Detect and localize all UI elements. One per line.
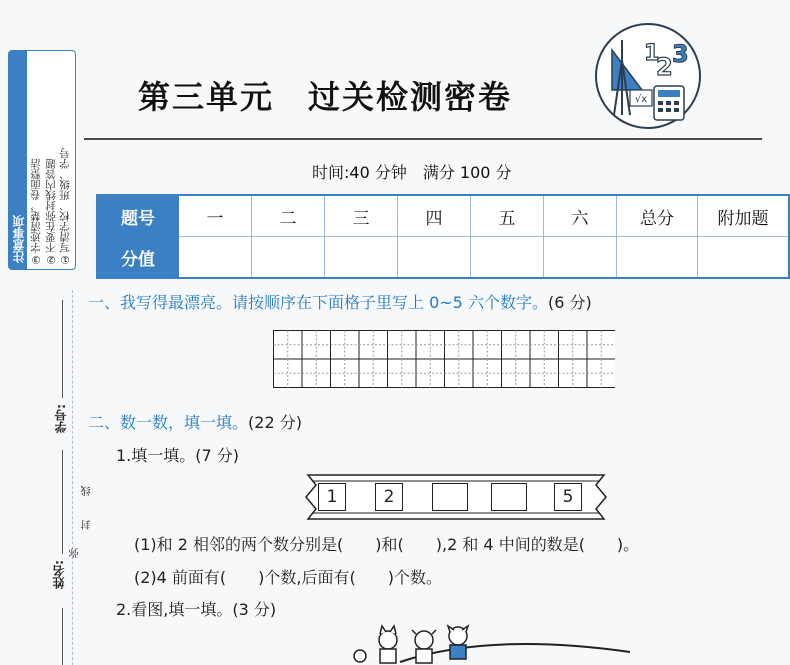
student-id-label: 学号: [54, 404, 68, 433]
bird-icon [354, 650, 366, 662]
column-header: 二 [252, 195, 325, 237]
number-blank[interactable] [491, 483, 527, 511]
animals-illustration [340, 622, 630, 665]
notes-box [8, 50, 76, 270]
student-id-underline[interactable] [62, 300, 63, 398]
section-1-points: (6 分) [547, 293, 592, 312]
svg-text:√x: √x [634, 94, 648, 105]
section-2-title: 二、数一数，填一填。 [88, 413, 249, 432]
dog-icon [448, 626, 468, 659]
number-box: 2 [375, 483, 403, 511]
note-item: ②不要在弥封线内答题 [44, 158, 57, 265]
name-underline-lower [62, 608, 63, 665]
exam-duration: 时间:40 分钟 满分 100 分 [312, 163, 512, 182]
name-underline[interactable] [62, 450, 63, 554]
note-item: ①写清学校、班级、学号 [59, 148, 72, 265]
column-header: 附加题 [698, 195, 790, 237]
column-header: 五 [471, 195, 544, 237]
table-head-cell: 题号 [97, 195, 179, 237]
column-header: 六 [544, 195, 617, 237]
writing-grid[interactable] [273, 330, 615, 388]
logo-digit: 2 [656, 53, 673, 81]
table-row [97, 237, 789, 279]
column-header: 一 [179, 195, 252, 237]
number-box: 1 [318, 483, 346, 511]
question-1-sub-1: (1)和 2 相邻的两个数分别是( )和( ),2 和 4 中间的数是( )。 [134, 535, 640, 554]
math-tools-logo [592, 20, 704, 132]
table-row [97, 195, 789, 237]
page-title: 第三单元 过关检测密卷 [138, 78, 513, 116]
score-cell[interactable] [617, 237, 698, 279]
question-1-sub-2: (2)4 前面有( )个数,后面有( )个数。 [134, 568, 442, 587]
question-2-label: 2.看图,填一填。(3 分) [116, 600, 277, 619]
score-cell[interactable] [252, 237, 325, 279]
number-blank[interactable] [432, 483, 468, 511]
notes-title: 注意事项 [9, 51, 27, 269]
score-cell[interactable] [544, 237, 617, 279]
seal-char: 弥 [70, 548, 81, 558]
binding-dashed-line [72, 290, 73, 665]
header-rule [84, 138, 762, 140]
section-2-points: (22 分) [248, 413, 302, 432]
score-cell[interactable] [179, 237, 252, 279]
cat-icon [379, 626, 397, 663]
score-cell[interactable] [698, 237, 790, 279]
binding-strip [0, 0, 93, 665]
number-box: 5 [554, 483, 582, 511]
score-table [96, 194, 790, 279]
score-cell[interactable] [325, 237, 398, 279]
section-1-heading [88, 290, 592, 313]
logo-digit: 1 [644, 41, 660, 66]
table-head-cell: 分值 [97, 237, 179, 279]
seal-char: 封 [82, 520, 93, 530]
cow-icon [412, 630, 436, 663]
column-header: 总分 [617, 195, 698, 237]
question-1-label: 1.填一填。(7 分) [116, 446, 240, 465]
score-cell[interactable] [398, 237, 471, 279]
section-2-heading [88, 410, 302, 433]
seal-char: 线 [82, 486, 93, 496]
column-header: 四 [398, 195, 471, 237]
notes-list [29, 55, 73, 265]
score-cell[interactable] [471, 237, 544, 279]
note-item: ③字迹清楚，卷面整洁 [30, 158, 43, 265]
logo-digit: 3 [672, 40, 689, 68]
name-label: 姓名: [52, 560, 66, 589]
section-1-title: 一、我写得最漂亮。请按顺序在下面格子里写上 0~5 六个数字。 [88, 293, 548, 312]
column-header: 三 [325, 195, 398, 237]
